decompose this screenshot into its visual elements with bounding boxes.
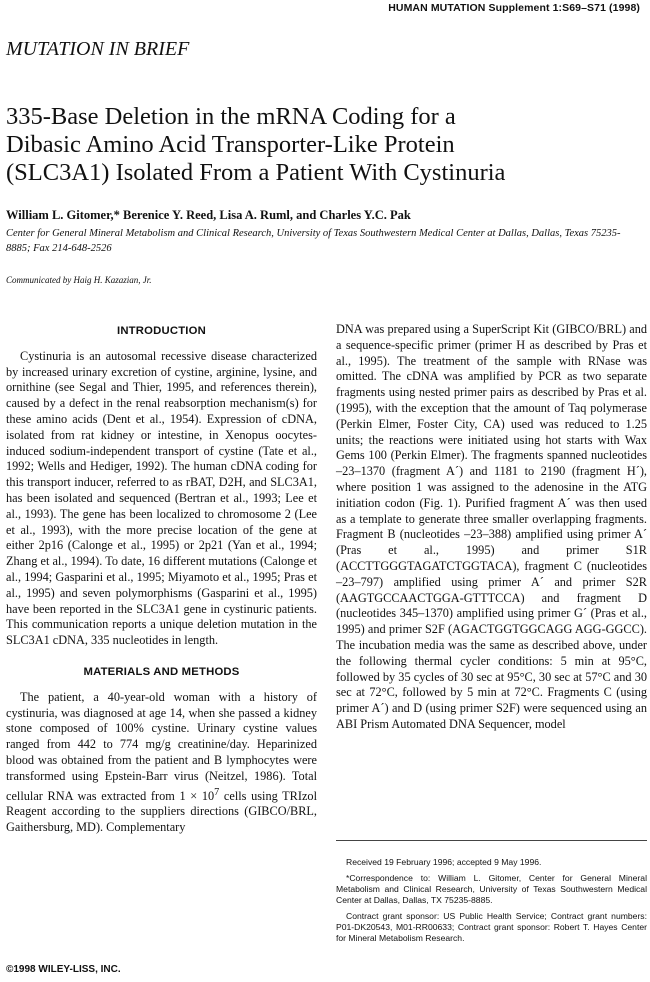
grant-note: Contract grant sponsor: US Public Health Service; Contract grant numbers: P01-DK20543, M01-RR00633; Contract grant sponsor: Robert T. Hayes Center for Mineral Metabolism Research. xyxy=(336,911,647,943)
footnote-rule xyxy=(336,840,647,841)
journal-header: HUMAN MUTATION Supplement 1:S69–S71 (1998) xyxy=(388,2,640,14)
footnotes xyxy=(336,857,647,949)
communicated-by: Communicated by Haig H. Kazazian, Jr. xyxy=(6,275,152,285)
title-line: 335-Base Deletion in the mRNA Coding for a xyxy=(6,103,456,130)
methods-text-b: cells using TRIzol Reagent according to the suppliers directions (GIBCO/BRL, Gaithersburg, MD). Complementary xyxy=(6,788,317,835)
author-list: William L. Gitomer,* Berenice Y. Reed, Lisa A. Ruml, and Charles Y.C. Pak xyxy=(6,208,411,222)
left-column xyxy=(6,322,317,836)
introduction-paragraph: Cystinuria is an autosomal recessive disease characterized by increased urinary excretion of cystine, arginine, lysine, and ornithine (see Segal and Thier, 1995, and references therein), caused by a defect in the renal reabsorption mechanism(s) for these amino acids (Dent et al., 1954). Expression of cDNA, isolated from rat kidney or intestine, in Xenopus oocytes-induced sodium-independent transport of cystine (Tate et al., 1992; Wells and Hediger, 1992). The human cDNA coding for this transport inducer, referred to as rBAT, D2H, and SLC3A1, has been isolated and sequenced (Bertran et al., 1993; Lee et al., 1993). The gene has been localized to chromosome 2 (Lee et al., 1993), with the more precise location of the gene at either 2p16 (Calonge et al., 1995) or 2p21 (Yan et al., 1994; Zhang et al., 1994). To date, 16 different mutations (Calonge et al., 1994; Gasparini et al., 1995; Miyamoto et al., 1995; Pras et al., 1995) and seven polymorphisms (Gasparini et al., 1995) have been reported in the SLC3A1 gene in cystinuric patients. This communication reports a unique deletion mutation in the SLC3A1 cDNA, 335 nucleotides in length. xyxy=(6,348,317,648)
right-column xyxy=(336,322,647,733)
methods-paragraph xyxy=(6,690,317,836)
introduction-heading: INTRODUCTION xyxy=(116,325,206,337)
correspondence-note: *Correspondence to: William L. Gitomer, Center for General Mineral Metabolism and Clinical Research, University of Texas Southwestern Medical Center at Dallas, Dallas, TX 75235-8885. xyxy=(336,873,647,905)
methods-text-a: The patient, a 40-year-old woman with a history of cystinuria, was diagnosed at age 14, when she passed a kidney stone composed of 100% cystine. Urinary cystine values ranged from 442 to 774 mg/g creatinine/day. Heparinized blood was obtained from the patient and B lymphocytes were transformed using Epstein-Barr virus (Neitzel, 1986). Total cellular RNA was extracted from 1 × 10 xyxy=(6,689,317,803)
received-note: Received 19 February 1996; accepted 9 May 1996. xyxy=(346,857,542,867)
title-line: (SLC3A1) Isolated From a Patient With Cystinuria xyxy=(6,159,506,186)
section-label: MUTATION IN BRIEF xyxy=(6,38,190,60)
methods-heading: MATERIALS AND METHODS xyxy=(83,665,240,678)
methods-continuation: DNA was prepared using a SuperScript Kit (GIBCO/BRL) and a sequence-specific primer (primer H as described by Pras et al., 1995). The treatment of the sample with RNase was omitted. The cDNA was amplified by PCR as two separate fragments using nested primer pairs as described by Pras et al. (1995), with the exception that the amount of Taq polymerase (Perkin Elmer, Foster City, CA) used was reduced to 1.25 units; the reactions were initiated using hot starts with Wax Gems 100 (Perkin Elmer). The fragments spanned nucleotides –23–1370 (fragment A´) and 1181 to 2190 (fragment H´), where position 1 was assigned to the adenosine in the ATG initiation codon (Fig. 1). Purified fragment A´ was then used as a template to generate three smaller overlapping fragments. Fragment B (nucleotides –23–388) amplified using primer A´ (Pras et al., 1995) and primer S1R (ACCTTGGGTAGATCTGGTACA), fragment C (nucleotides –23–797) amplified using primer A´ and primer S2R (AAGTGCCAACTGGA-GTTTCCA) and fragment D (nucleotides 345–1370) amplified using primer G´ (Pras et al., 1995) and primer S2F (AGACTGGTGGCAGG AGG-GGCC). The incubation media was the same as described above, under the following thermal cycler conditions: 5 min at 95°C, followed by 35 cycles of 30 sec at 95°C, 30 sec at 57°C and 30 sec at 72°C, followed by 5 min at 72°C. Fragments C (using primer A´) and D (using primer S2F) were sequenced using an ABI Prism Automated DNA Sequencer, model xyxy=(336,322,647,731)
affiliation: Center for General Mineral Metabolism and Clinical Research, University of Texas Southwestern Medical Center at Dallas, Dallas, Texas 75235-8885; Fax 214-648-2526 xyxy=(6,228,621,254)
copyright: ©1998 WILEY-LISS, INC. xyxy=(6,964,121,975)
title-line: Dibasic Amino Acid Transporter-Like Protein xyxy=(6,131,455,158)
exponent: 7 xyxy=(214,786,220,798)
article-title xyxy=(6,103,636,187)
